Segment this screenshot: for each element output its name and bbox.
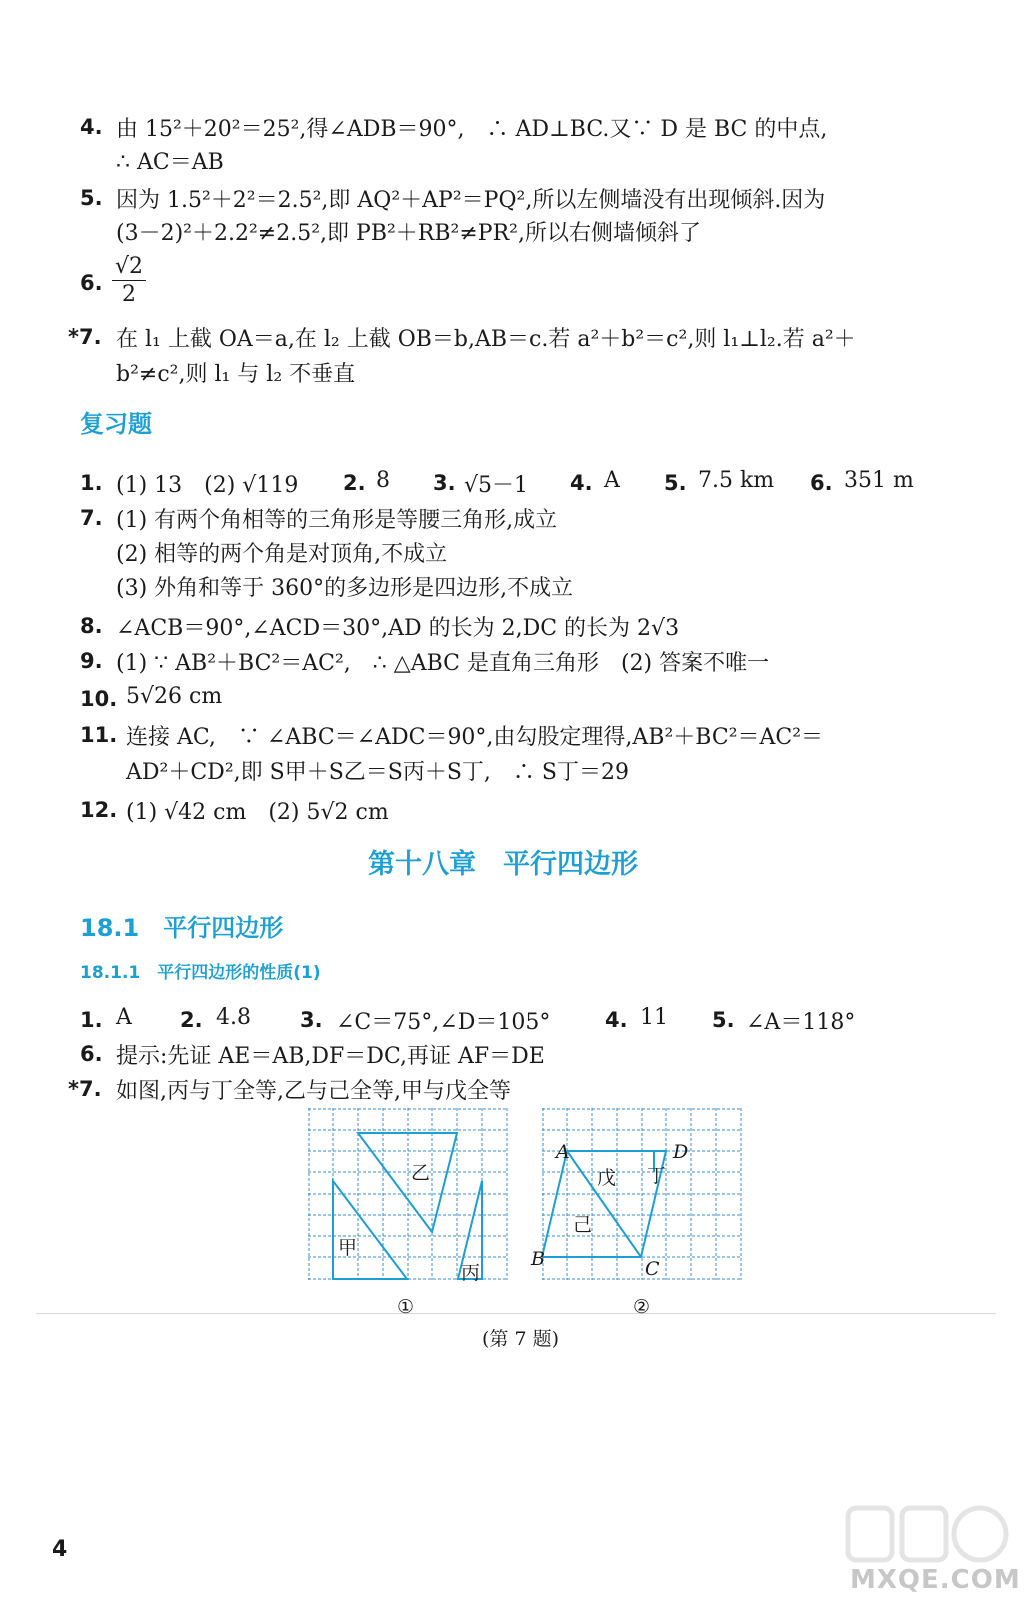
answer-text: A xyxy=(116,1005,132,1030)
subsection-title: 18.1.1 平行四边形的性质(1) xyxy=(80,963,321,983)
question-number: 6. xyxy=(80,271,103,295)
vertex-b: B xyxy=(531,1248,545,1270)
question-number: 3. xyxy=(300,1008,323,1032)
label-ji: 己 xyxy=(573,1214,593,1236)
question-number: 4. xyxy=(605,1008,628,1032)
question-number: 10. xyxy=(80,687,118,711)
answer-7-cont xyxy=(0,357,1032,391)
answer-text: (3) 外角和等于 360°的多边形是四边形,不成立 xyxy=(116,576,574,601)
divider xyxy=(36,1313,996,1314)
answer-text: ∠ACB＝90°,∠ACD＝30°,AD 的长为 2,DC 的长为 2√3 xyxy=(116,616,680,641)
review-7-b xyxy=(0,537,1032,571)
question-number: 5. xyxy=(80,186,103,210)
answer-text: (1) 有两个角相等的三角形是等腰三角形,成立 xyxy=(116,508,558,533)
answer-text: 11 xyxy=(640,1005,668,1030)
answer-6 xyxy=(0,268,1032,302)
answer-text: (2) 相等的两个角是对顶角,不成立 xyxy=(116,542,448,567)
triangle-jia xyxy=(333,1181,407,1279)
review-7-c xyxy=(0,571,1032,605)
answer-text: (1) 13 (2) √119 xyxy=(116,473,299,498)
answer-4 xyxy=(0,112,1032,146)
chapter-title: 第十八章 平行四边形 xyxy=(368,849,638,880)
answer-text: 7.5 km xyxy=(698,468,775,493)
question-number: *7. xyxy=(68,1077,102,1101)
triangle-yi xyxy=(358,1133,457,1232)
question-number: 4. xyxy=(570,471,593,495)
fraction xyxy=(112,254,146,309)
answer-text: (1) ∵ AB²＋BC²＝AC², ∴ △ABC 是直角三角形 (2) 答案不唯一 xyxy=(116,651,770,676)
question-number: 1. xyxy=(80,471,103,495)
answer-text: ∴ AC＝AB xyxy=(116,150,224,175)
answer-text: 4.8 xyxy=(216,1005,251,1030)
answer-4-cont xyxy=(0,145,1032,179)
figure-2-grid xyxy=(542,1108,744,1282)
answer-text: b²≠c²,则 l₁ 与 l₂ 不垂直 xyxy=(116,362,356,387)
question-number: 2. xyxy=(180,1008,203,1032)
label-wu: 戊 xyxy=(597,1167,617,1189)
answer-7-section xyxy=(0,1074,1032,1108)
question-number: 6. xyxy=(80,1042,103,1066)
review-9 xyxy=(0,646,1032,680)
review-8 xyxy=(0,611,1032,645)
figure-1-caption: ① xyxy=(397,1296,415,1318)
question-number: 2. xyxy=(343,471,366,495)
label-yi: 乙 xyxy=(411,1162,431,1184)
label-jia: 甲 xyxy=(338,1237,358,1259)
review-11 xyxy=(0,720,1032,754)
review-11-cont xyxy=(0,755,1032,789)
answer-5-cont xyxy=(0,216,1032,250)
section-title: 18.1 平行四边形 xyxy=(80,914,284,942)
answer-text: 由 15²＋20²＝25²,得∠ADB＝90°, ∴ AD⊥BC.又∵ D 是 BC 的中点, xyxy=(116,117,828,142)
figure-caption: (第 7 题) xyxy=(482,1328,559,1350)
review-heading: 复习题 xyxy=(80,410,152,438)
question-number: 1. xyxy=(80,1008,103,1032)
answer-7 xyxy=(0,322,1032,356)
answers-row-1 xyxy=(0,1005,1032,1039)
question-number: *7. xyxy=(68,325,102,349)
question-number: 8. xyxy=(80,614,103,638)
review-row-1 xyxy=(0,468,1032,502)
answer-text: 因为 1.5²＋2²＝2.5²,即 AQ²＋AP²＝PQ²,所以左侧墙没有出现倾斜.因为 xyxy=(116,188,826,213)
fraction-denominator: 2 xyxy=(122,282,136,307)
review-12 xyxy=(0,795,1032,829)
question-number: 12. xyxy=(80,798,118,822)
vertex-d: D xyxy=(673,1141,689,1163)
answer-text: AD²＋CD²,即 S甲＋S乙＝S丙＋S丁, ∴ S丁＝29 xyxy=(126,760,629,785)
question-number: 11. xyxy=(80,723,118,747)
watermark-text: MXQE.COM xyxy=(850,1565,1021,1595)
question-number: 6. xyxy=(810,471,833,495)
vertex-c: C xyxy=(645,1258,660,1280)
page-number: 4 xyxy=(52,1537,68,1562)
answer-text: (1) √42 cm (2) 5√2 cm xyxy=(126,800,389,825)
question-number: 5. xyxy=(712,1008,735,1032)
answer-text: 提示:先证 AE＝AB,DF＝DC,再证 AF＝DE xyxy=(116,1044,545,1069)
vertex-a: A xyxy=(556,1141,570,1163)
answer-text: 在 l₁ 上截 OA＝a,在 l₂ 上截 OB＝b,AB＝c.若 a²＋b²＝c²,则 l₁⊥l₂.若 a²＋ xyxy=(116,327,856,352)
answer-text: 8 xyxy=(376,468,390,493)
question-number: 4. xyxy=(80,115,103,139)
figure-2-caption: ② xyxy=(633,1296,651,1318)
answer-text: ∠A＝118° xyxy=(746,1010,856,1035)
answer-6-section xyxy=(0,1039,1032,1073)
question-number: 9. xyxy=(80,649,103,673)
answer-text: 351 m xyxy=(844,468,914,493)
answer-text: 5√26 cm xyxy=(126,684,223,709)
answer-text: 如图,丙与丁全等,乙与己全等,甲与戊全等 xyxy=(116,1079,511,1104)
answer-text: 连接 AC, ∵ ∠ABC＝∠ADC＝90°,由勾股定理得,AB²＋BC²＝AC²＝ xyxy=(126,725,824,750)
review-10 xyxy=(0,684,1032,718)
question-number: 3. xyxy=(433,471,456,495)
answer-text: ∠C＝75°,∠D＝105° xyxy=(336,1010,551,1035)
review-7 xyxy=(0,503,1032,537)
question-number: 7. xyxy=(80,506,103,530)
answer-text: A xyxy=(604,468,620,493)
label-ding: 丁 xyxy=(647,1165,667,1187)
fraction-numerator: √2 xyxy=(112,254,146,281)
label-bing: 丙 xyxy=(461,1262,481,1284)
answer-5 xyxy=(0,183,1032,217)
answer-text: (3－2)²＋2.2²≠2.5²,即 PB²＋RB²≠PR²,所以右侧墙倾斜了 xyxy=(116,221,701,246)
question-number: 5. xyxy=(664,471,687,495)
answer-text: √5－1 xyxy=(464,473,529,498)
